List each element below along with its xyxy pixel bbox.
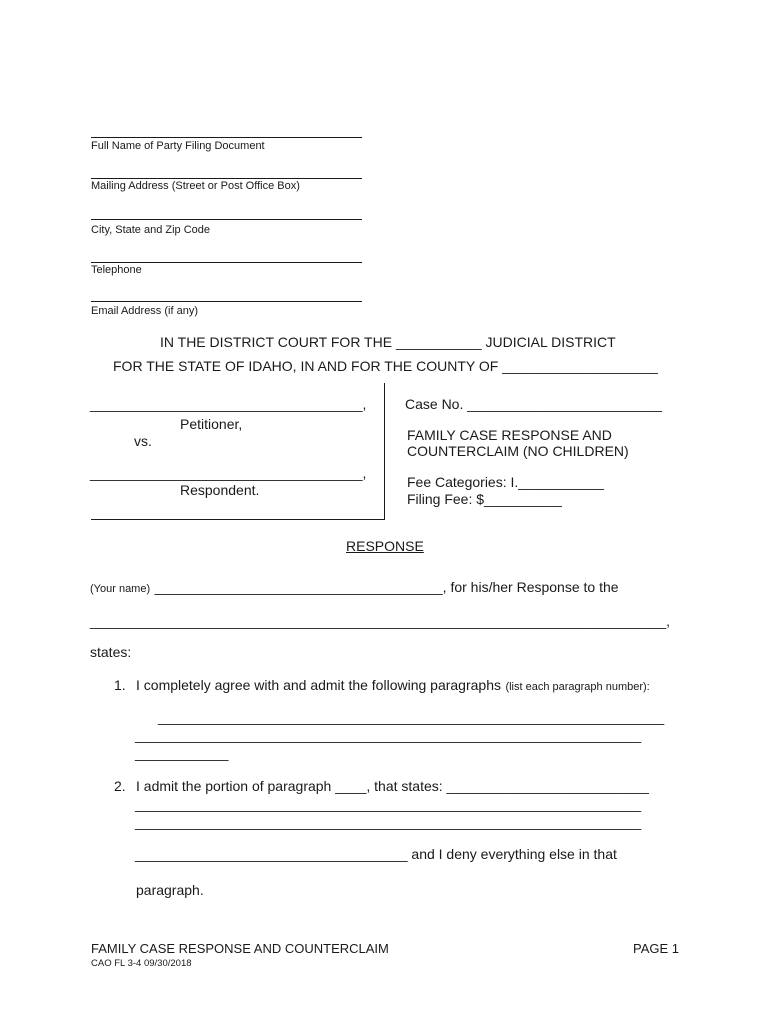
item1-note: (list each paragraph number):: [505, 681, 650, 693]
item1-text: I completely agree with and admit the following paragraphs: [136, 677, 501, 693]
response-heading: RESPONSE: [346, 538, 424, 554]
respondent-name-blank[interactable]: ___________________________________,: [90, 465, 367, 481]
court-heading-prefix: IN THE DISTRICT COURT FOR THE: [160, 334, 393, 350]
states-label: states:: [90, 644, 132, 660]
court-heading-line2: FOR THE STATE OF IDAHO, IN AND FOR THE COUNTY OF ____________________: [113, 358, 658, 374]
footer-title: FAMILY CASE RESPONSE AND COUNTERCLAIM: [91, 941, 389, 956]
document-title-line1: FAMILY CASE RESPONSE AND: [407, 427, 612, 443]
caption-divider: [384, 383, 385, 520]
court-heading-suffix: JUDICIAL DISTRICT: [485, 334, 616, 350]
item1-blank-line2[interactable]: _________________________________________________________________: [135, 727, 642, 743]
item2-blank-line2[interactable]: _________________________________________________________________: [135, 814, 642, 830]
document-title-line2: COUNTERCLAIM (NO CHILDREN): [407, 443, 629, 459]
item2-paragraph-word: paragraph.: [136, 882, 204, 898]
filing-fee-field[interactable]: Filing Fee: $__________: [407, 491, 562, 507]
telephone-label: Telephone: [91, 264, 142, 276]
item2-text[interactable]: I admit the portion of paragraph ____, that states: __________________________: [136, 778, 649, 794]
for-response-text: , for his/her Response to the: [442, 579, 619, 595]
court-heading-line1: [160, 334, 616, 350]
city-state-zip-line[interactable]: [91, 219, 362, 220]
your-name-label: (Your name): [90, 583, 151, 595]
your-name-blank[interactable]: _____________________________________: [154, 579, 443, 595]
party-name-line[interactable]: [91, 137, 362, 138]
caption-bottom-line: [91, 519, 384, 520]
fee-categories-field[interactable]: Fee Categories: I.___________: [407, 474, 604, 490]
item2-number: 2.: [114, 778, 126, 794]
case-number-field[interactable]: Case No. _________________________: [405, 396, 662, 412]
item1-number: 1.: [114, 677, 126, 693]
item1-blank-line1[interactable]: _________________________________________________________________: [158, 709, 665, 725]
telephone-line[interactable]: [91, 262, 362, 263]
email-line[interactable]: [91, 301, 362, 302]
item2-blank-line1[interactable]: _________________________________________________________________: [135, 796, 642, 812]
petitioner-name-blank[interactable]: ___________________________________,: [90, 396, 367, 412]
petitioner-label: Petitioner,: [180, 416, 243, 432]
item1-blank-line3[interactable]: ____________: [135, 745, 229, 761]
vs-label: vs.: [134, 433, 152, 449]
party-name-label: Full Name of Party Filing Document: [91, 140, 265, 152]
footer-form-code: CAO FL 3-4 09/30/2018: [91, 958, 192, 969]
judicial-district-blank[interactable]: ___________: [395, 334, 482, 350]
email-label: Email Address (if any): [91, 305, 198, 317]
mailing-address-label: Mailing Address (Street or Post Office Box): [91, 180, 300, 192]
item2-deny-line[interactable]: ___________________________________ and I deny everything else in that: [135, 846, 617, 862]
other-party-blank[interactable]: __________________________________________________________________________,: [90, 613, 671, 629]
respondent-label: Respondent.: [180, 482, 260, 498]
footer-page-number: PAGE 1: [633, 941, 680, 956]
city-state-zip-label: City, State and Zip Code: [91, 224, 211, 236]
item1-text-row: [136, 677, 650, 695]
mailing-address-line[interactable]: [91, 178, 362, 179]
your-name-row: [90, 579, 619, 597]
